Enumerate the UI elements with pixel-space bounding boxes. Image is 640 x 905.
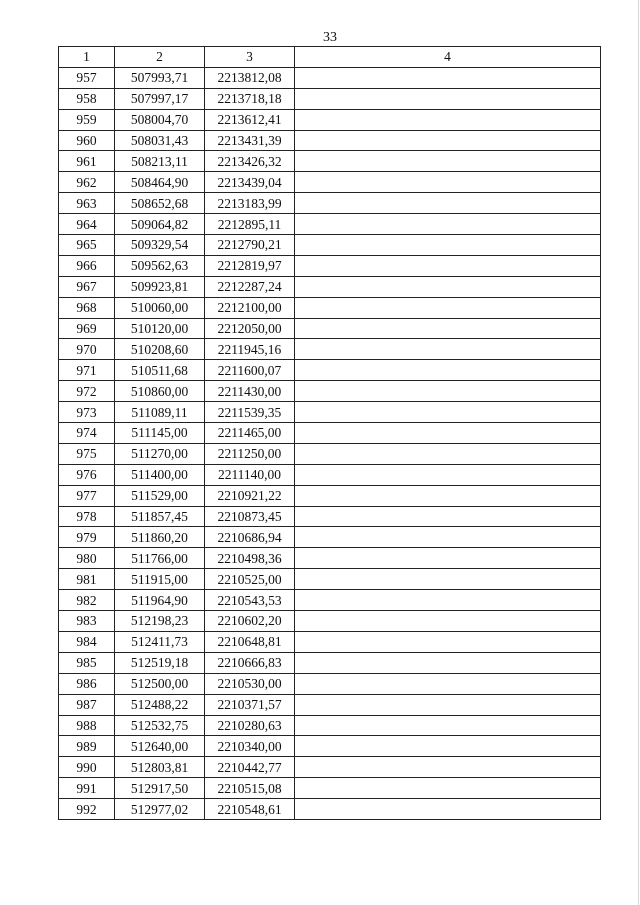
table-row	[59, 255, 601, 276]
point-number-cell: 983	[59, 611, 115, 632]
note-cell	[295, 423, 601, 444]
note-cell	[295, 255, 601, 276]
x-coordinate-cell: 511857,45	[115, 506, 205, 527]
point-number-cell: 968	[59, 297, 115, 318]
y-coordinate-cell: 2210515,08	[205, 778, 295, 799]
table-row	[59, 715, 601, 736]
note-cell	[295, 715, 601, 736]
table-row	[59, 443, 601, 464]
y-coordinate-cell: 2210648,81	[205, 631, 295, 652]
point-number-cell: 974	[59, 423, 115, 444]
note-cell	[295, 381, 601, 402]
x-coordinate-cell: 511766,00	[115, 548, 205, 569]
note-cell	[295, 527, 601, 548]
table-row	[59, 193, 601, 214]
note-cell	[295, 464, 601, 485]
x-coordinate-cell: 507993,71	[115, 67, 205, 88]
y-coordinate-cell: 2210686,94	[205, 527, 295, 548]
y-coordinate-cell: 2212287,24	[205, 276, 295, 297]
point-number-cell: 975	[59, 443, 115, 464]
note-cell	[295, 652, 601, 673]
point-number-cell: 969	[59, 318, 115, 339]
point-number-cell: 992	[59, 799, 115, 820]
x-coordinate-cell: 509329,54	[115, 235, 205, 256]
point-number-cell: 964	[59, 214, 115, 235]
note-cell	[295, 778, 601, 799]
table-row	[59, 276, 601, 297]
coordinates-table	[58, 46, 601, 820]
y-coordinate-cell: 2213426,32	[205, 151, 295, 172]
y-coordinate-cell: 2210548,61	[205, 799, 295, 820]
page-number: 33	[323, 30, 337, 45]
table-row	[59, 464, 601, 485]
table-row	[59, 778, 601, 799]
point-number-cell: 990	[59, 757, 115, 778]
y-coordinate-cell: 2212819,97	[205, 255, 295, 276]
y-coordinate-cell: 2211250,00	[205, 443, 295, 464]
y-coordinate-cell: 2211600,07	[205, 360, 295, 381]
x-coordinate-cell: 508213,11	[115, 151, 205, 172]
y-coordinate-cell: 2213439,04	[205, 172, 295, 193]
point-number-cell: 976	[59, 464, 115, 485]
table-row	[59, 485, 601, 506]
table-row	[59, 799, 601, 820]
x-coordinate-cell: 510208,60	[115, 339, 205, 360]
point-number-cell: 986	[59, 673, 115, 694]
y-coordinate-cell: 2211945,16	[205, 339, 295, 360]
point-number-cell: 978	[59, 506, 115, 527]
x-coordinate-cell: 511270,00	[115, 443, 205, 464]
table-row	[59, 67, 601, 88]
point-number-cell: 970	[59, 339, 115, 360]
point-number-cell: 961	[59, 151, 115, 172]
point-number-cell: 988	[59, 715, 115, 736]
x-coordinate-cell: 507997,17	[115, 88, 205, 109]
header-row	[59, 47, 601, 68]
note-cell	[295, 631, 601, 652]
point-number-cell: 958	[59, 88, 115, 109]
table-row	[59, 757, 601, 778]
table-row	[59, 611, 601, 632]
point-number-cell: 959	[59, 109, 115, 130]
note-cell	[295, 736, 601, 757]
x-coordinate-cell: 509923,81	[115, 276, 205, 297]
point-number-cell: 971	[59, 360, 115, 381]
table-row	[59, 423, 601, 444]
note-cell	[295, 506, 601, 527]
table-body	[59, 67, 601, 819]
point-number-cell: 984	[59, 631, 115, 652]
note-cell	[295, 485, 601, 506]
x-coordinate-cell: 509064,82	[115, 214, 205, 235]
y-coordinate-cell: 2210442,77	[205, 757, 295, 778]
point-number-cell: 991	[59, 778, 115, 799]
note-cell	[295, 276, 601, 297]
page-edge	[638, 0, 639, 905]
note-cell	[295, 67, 601, 88]
point-number-cell: 985	[59, 652, 115, 673]
x-coordinate-cell: 511915,00	[115, 569, 205, 590]
note-cell	[295, 235, 601, 256]
table-row	[59, 631, 601, 652]
note-cell	[295, 109, 601, 130]
table-row	[59, 88, 601, 109]
y-coordinate-cell: 2212895,11	[205, 214, 295, 235]
note-cell	[295, 569, 601, 590]
y-coordinate-cell: 2213812,08	[205, 67, 295, 88]
point-number-cell: 977	[59, 485, 115, 506]
table-row	[59, 235, 601, 256]
y-coordinate-cell: 2210873,45	[205, 506, 295, 527]
note-cell	[295, 172, 601, 193]
point-number-cell: 962	[59, 172, 115, 193]
x-coordinate-cell: 510120,00	[115, 318, 205, 339]
point-number-cell: 966	[59, 255, 115, 276]
x-coordinate-cell: 512198,23	[115, 611, 205, 632]
table-row	[59, 339, 601, 360]
x-coordinate-cell: 508004,70	[115, 109, 205, 130]
point-number-cell: 981	[59, 569, 115, 590]
y-coordinate-cell: 2210498,36	[205, 548, 295, 569]
note-cell	[295, 193, 601, 214]
y-coordinate-cell: 2212100,00	[205, 297, 295, 318]
note-cell	[295, 318, 601, 339]
note-cell	[295, 673, 601, 694]
note-cell	[295, 694, 601, 715]
table-row	[59, 652, 601, 673]
y-coordinate-cell: 2213431,39	[205, 130, 295, 151]
note-cell	[295, 799, 601, 820]
note-cell	[295, 590, 601, 611]
note-cell	[295, 297, 601, 318]
y-coordinate-cell: 2210371,57	[205, 694, 295, 715]
x-coordinate-cell: 512977,02	[115, 799, 205, 820]
table-row	[59, 381, 601, 402]
y-coordinate-cell: 2210340,00	[205, 736, 295, 757]
table-row	[59, 130, 601, 151]
y-coordinate-cell: 2212790,21	[205, 235, 295, 256]
table-row	[59, 151, 601, 172]
point-number-cell: 967	[59, 276, 115, 297]
note-cell	[295, 214, 601, 235]
x-coordinate-cell: 511860,20	[115, 527, 205, 548]
x-coordinate-cell: 508464,90	[115, 172, 205, 193]
table-row	[59, 673, 601, 694]
x-coordinate-cell: 512519,18	[115, 652, 205, 673]
table-row	[59, 548, 601, 569]
y-coordinate-cell: 2210525,00	[205, 569, 295, 590]
note-cell	[295, 360, 601, 381]
table-row	[59, 506, 601, 527]
point-number-cell: 980	[59, 548, 115, 569]
table-row	[59, 694, 601, 715]
x-coordinate-cell: 509562,63	[115, 255, 205, 276]
y-coordinate-cell: 2210921,22	[205, 485, 295, 506]
x-coordinate-cell: 512488,22	[115, 694, 205, 715]
x-coordinate-cell: 512640,00	[115, 736, 205, 757]
column-header-4: 4	[295, 47, 601, 68]
note-cell	[295, 88, 601, 109]
y-coordinate-cell: 2213612,41	[205, 109, 295, 130]
column-header-1: 1	[59, 47, 115, 68]
y-coordinate-cell: 2210666,83	[205, 652, 295, 673]
table-row	[59, 590, 601, 611]
y-coordinate-cell: 2210530,00	[205, 673, 295, 694]
note-cell	[295, 548, 601, 569]
x-coordinate-cell: 508652,68	[115, 193, 205, 214]
y-coordinate-cell: 2213718,18	[205, 88, 295, 109]
y-coordinate-cell: 2211140,00	[205, 464, 295, 485]
point-number-cell: 982	[59, 590, 115, 611]
x-coordinate-cell: 511089,11	[115, 402, 205, 423]
x-coordinate-cell: 512500,00	[115, 673, 205, 694]
table-row	[59, 527, 601, 548]
y-coordinate-cell: 2211539,35	[205, 402, 295, 423]
note-cell	[295, 130, 601, 151]
table-row	[59, 297, 601, 318]
note-cell	[295, 757, 601, 778]
x-coordinate-cell: 512917,50	[115, 778, 205, 799]
y-coordinate-cell: 2212050,00	[205, 318, 295, 339]
x-coordinate-cell: 512411,73	[115, 631, 205, 652]
note-cell	[295, 402, 601, 423]
x-coordinate-cell: 512803,81	[115, 757, 205, 778]
point-number-cell: 972	[59, 381, 115, 402]
table-row	[59, 172, 601, 193]
column-header-2: 2	[115, 47, 205, 68]
table-row	[59, 318, 601, 339]
column-header-3: 3	[205, 47, 295, 68]
x-coordinate-cell: 511529,00	[115, 485, 205, 506]
y-coordinate-cell: 2211430,00	[205, 381, 295, 402]
x-coordinate-cell: 511400,00	[115, 464, 205, 485]
point-number-cell: 979	[59, 527, 115, 548]
x-coordinate-cell: 511964,90	[115, 590, 205, 611]
point-number-cell: 973	[59, 402, 115, 423]
note-cell	[295, 443, 601, 464]
point-number-cell: 960	[59, 130, 115, 151]
x-coordinate-cell: 510511,68	[115, 360, 205, 381]
x-coordinate-cell: 508031,43	[115, 130, 205, 151]
table-row	[59, 214, 601, 235]
table-row	[59, 109, 601, 130]
y-coordinate-cell: 2210280,63	[205, 715, 295, 736]
table-row	[59, 736, 601, 757]
table-row	[59, 402, 601, 423]
y-coordinate-cell: 2213183,99	[205, 193, 295, 214]
y-coordinate-cell: 2211465,00	[205, 423, 295, 444]
point-number-cell: 987	[59, 694, 115, 715]
table-row	[59, 360, 601, 381]
y-coordinate-cell: 2210543,53	[205, 590, 295, 611]
point-number-cell: 963	[59, 193, 115, 214]
point-number-cell: 957	[59, 67, 115, 88]
y-coordinate-cell: 2210602,20	[205, 611, 295, 632]
x-coordinate-cell: 512532,75	[115, 715, 205, 736]
note-cell	[295, 611, 601, 632]
x-coordinate-cell: 510060,00	[115, 297, 205, 318]
table-row	[59, 569, 601, 590]
point-number-cell: 965	[59, 235, 115, 256]
x-coordinate-cell: 511145,00	[115, 423, 205, 444]
note-cell	[295, 339, 601, 360]
note-cell	[295, 151, 601, 172]
point-number-cell: 989	[59, 736, 115, 757]
x-coordinate-cell: 510860,00	[115, 381, 205, 402]
